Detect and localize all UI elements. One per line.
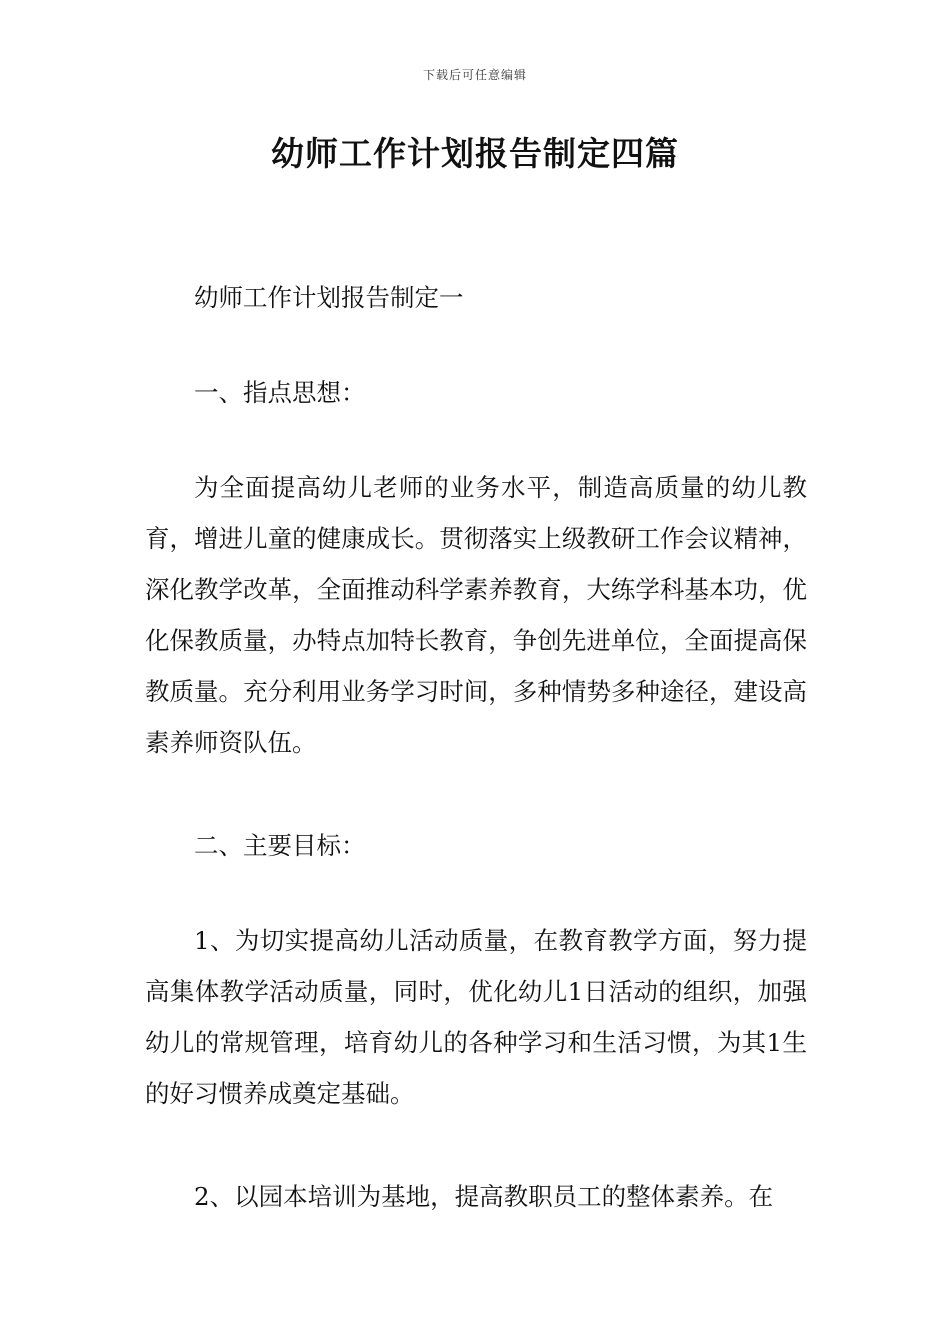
heading-guiding-ideology: 一、指点思想： — [194, 378, 366, 407]
paragraph-goal-2: 2、以园本培训为基地，提高教职员工的整体素养。在 — [194, 1182, 774, 1211]
paragraph-guiding-ideology: 为全面提高幼儿老师的业务水平，制造高质量的幼儿教育，增进儿童的健康成长。贯彻落实上级教研工作会议精神，深化教学改革，全面推动科学素养教育，大练学科基本功，优化保教质量，办特点加特长教育，争创先进单位，全面提高保教质量。充分利用业务学习时间，多种情势多种途径，建设高素养师资队伍。 — [145, 473, 807, 757]
heading-main-goals: 二、主要目标： — [194, 831, 366, 860]
document-title: 幼师工作计划报告制定四篇 — [271, 134, 679, 173]
document-body — [145, 272, 807, 1274]
header-note: 下载后可任意编辑 — [422, 68, 527, 82]
paragraph-goal-1: 1、为切实提高幼儿活动质量，在教育教学方面，努力提高集体教学活动质量，同时，优化幼儿1日活动的组织，加强幼儿的常规管理，培育幼儿的各种学习和生活习惯，为其1生的好习惯养成奠定基础。 — [145, 926, 807, 1108]
section-title: 幼师工作计划报告制定一 — [194, 283, 464, 312]
